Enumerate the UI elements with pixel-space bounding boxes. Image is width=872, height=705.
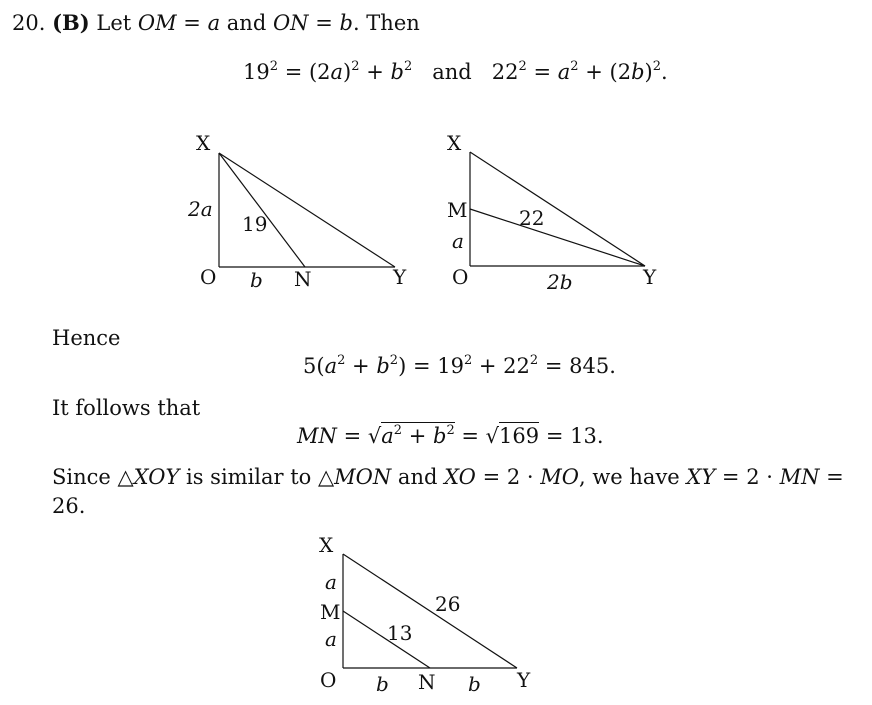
equation-sum: $5(a^2 + b^2) = 19^2 + 22^2 = 845$. [303,353,616,378]
fig3-label-a-bottom: a [325,627,337,651]
follows-text: It follows that [52,396,201,420]
fig3-label-13: 13 [387,621,413,645]
answer-choice: (B) [52,10,90,35]
eq3-tail: = 845. [544,354,616,378]
fig3-label-x: X [319,533,334,557]
fig2-label-22: 22 [519,206,545,230]
fig2-label-a: a [452,229,464,253]
fig3-label-a-top: a [325,570,337,594]
fig1-label-2a: 2a [188,197,213,221]
fig2-label-2b: 2b [547,270,573,294]
intro-text: Let OM = a and ON = b. Then [96,11,420,35]
fig1-label-y: Y [393,265,407,289]
fig1-label-x: X [196,131,211,155]
fig1-label-b: b [250,268,263,292]
conclusion-line-1: Since △XOY is similar to △MON and XO = 2 · MO, we have XY = 2 · MN = [52,465,844,489]
fig1-label-19: 19 [242,212,268,236]
equation-pythagoras: $19^2 = (2a)^2 + b^2$ and $22^2 = a^2 + (2b)^2$. [243,59,668,84]
eq1-lhs: 19 [243,60,270,84]
conclusion-line-2: 26. [52,494,86,518]
fig3-label-n: N [418,670,436,694]
fig3-label-26: 26 [435,592,461,616]
equation-mn: MN = $√a^2 + b^2 = √169 = 13$. [297,423,604,448]
fig2-label-y: Y [643,265,657,289]
hence-text: Hence [52,326,121,350]
fig2-label-o: O [452,265,469,289]
fig2-label-x: X [447,131,462,155]
eq4-tail: = 13. [545,424,604,448]
problem-number: 20. [12,11,46,35]
eq2-lhs: 22 [491,60,519,84]
fig3-label-b-right: b [468,672,481,696]
fig1-label-o: O [200,265,217,289]
fig3-label-y: Y [517,668,531,692]
fig3-label-b-left: b [376,672,389,696]
eq-connector: and [432,60,472,84]
fig2-label-m: M [447,198,468,222]
fig3-label-o: O [320,668,337,692]
fig3-label-m: M [320,600,341,624]
eq3-mid: = 19 [412,354,464,378]
fig1-label-n: N [294,267,312,291]
